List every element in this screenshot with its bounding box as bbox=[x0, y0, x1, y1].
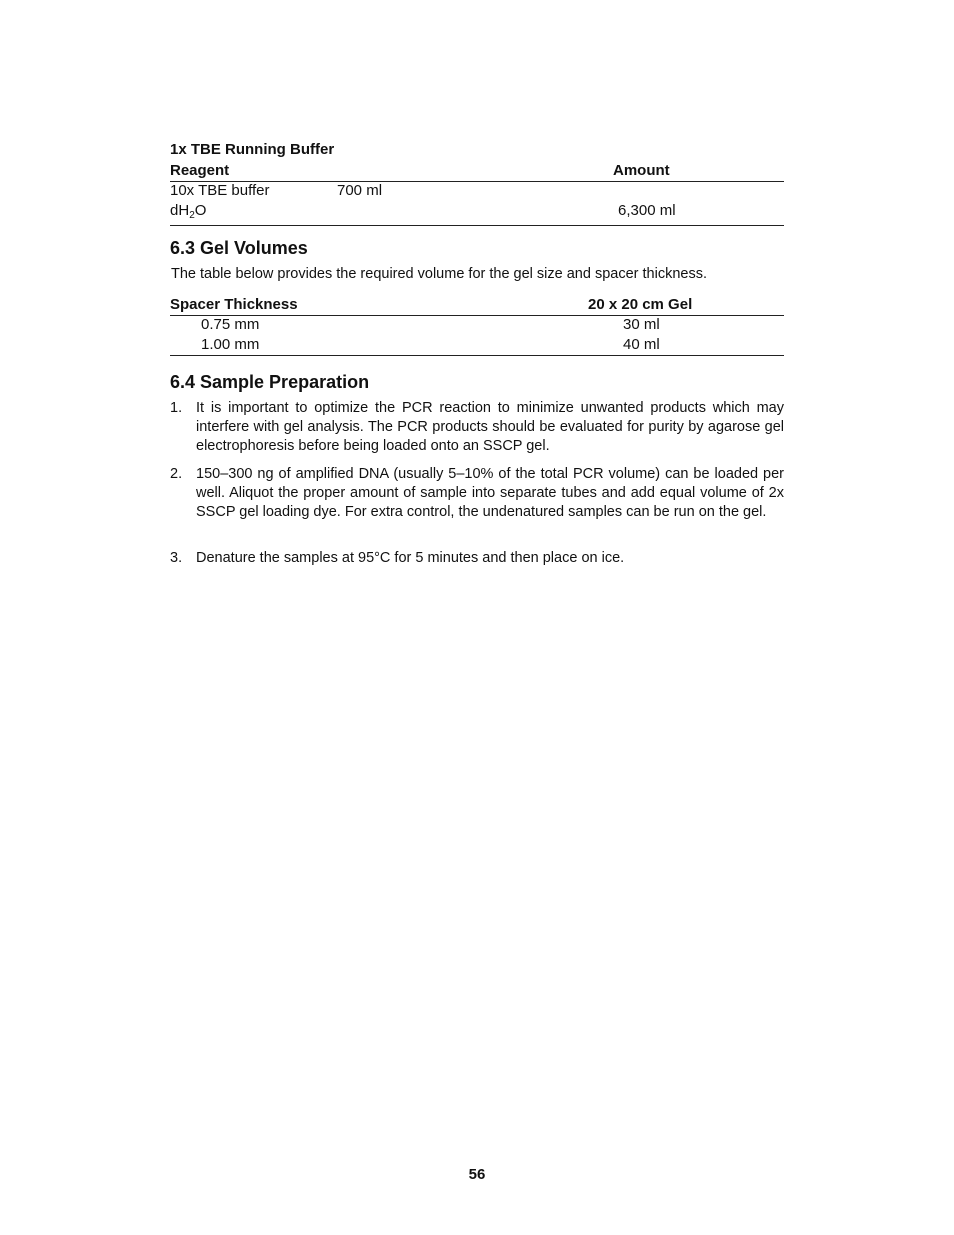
buffer-header-reagent: Reagent bbox=[170, 162, 230, 179]
list-item-number: 1. bbox=[170, 400, 183, 416]
list-item-number: 3. bbox=[170, 550, 183, 566]
list-item bbox=[170, 465, 784, 522]
section-heading-sample-preparation: 6.4 Sample Preparation bbox=[170, 372, 370, 392]
buffer-row-reagent: $dH_2O$ bbox=[170, 202, 207, 221]
list-item bbox=[170, 549, 784, 568]
buffer-bottom-rule bbox=[170, 225, 784, 226]
gel-row-volume: 30 ml bbox=[623, 316, 660, 333]
page-number: 56 bbox=[468, 1166, 486, 1183]
gel-bottom-rule bbox=[170, 355, 784, 356]
section-heading-gel-volumes: 6.3 Gel Volumes bbox=[170, 238, 308, 258]
gel-row-spacer: 1.00 mm bbox=[201, 336, 260, 353]
list-item-number: 2. bbox=[170, 466, 183, 482]
gel-row-spacer: 0.75 mm bbox=[201, 316, 260, 333]
buffer-table-title: 1x TBE Running Buffer bbox=[170, 141, 335, 158]
gel-row-volume: 40 ml bbox=[623, 336, 660, 353]
gel-header-volume: 20 x 20 cm Gel bbox=[588, 296, 693, 313]
buffer-row-reagent: 10x TBE buffer bbox=[170, 182, 270, 199]
buffer-header-amount: Amount bbox=[613, 162, 670, 179]
list-item-text: It is important to optimize the PCR reaction to minimize unwanted products which may interfere with gel analysis. The PCR products should be evaluated for purity by agarose gel electrophoresis before being loaded onto an SSCP gel. bbox=[196, 400, 784, 454]
buffer-row-amount: 6,300 ml bbox=[618, 202, 676, 219]
gel-header-spacer: Spacer Thickness bbox=[170, 296, 298, 313]
buffer-row-amount: 700 ml bbox=[337, 182, 383, 199]
list-item-text: 150–300 ng of amplified DNA (usually 5–10% of the total PCR volume) can be loaded per well. Aliquot the proper amount of sample into separate tubes and add equal volume of 2x SSCP gel loading dye. For extra control, the undenatured samples can be run on the gel. bbox=[196, 466, 784, 520]
gel-header-rule bbox=[170, 315, 784, 316]
gel-volumes-intro: The table below provides the required volume for the gel size and spacer thickness. bbox=[171, 266, 707, 282]
list-item-text: Denature the samples at 95°C for 5 minutes and then place on ice. bbox=[196, 550, 625, 566]
list-item bbox=[170, 399, 784, 456]
